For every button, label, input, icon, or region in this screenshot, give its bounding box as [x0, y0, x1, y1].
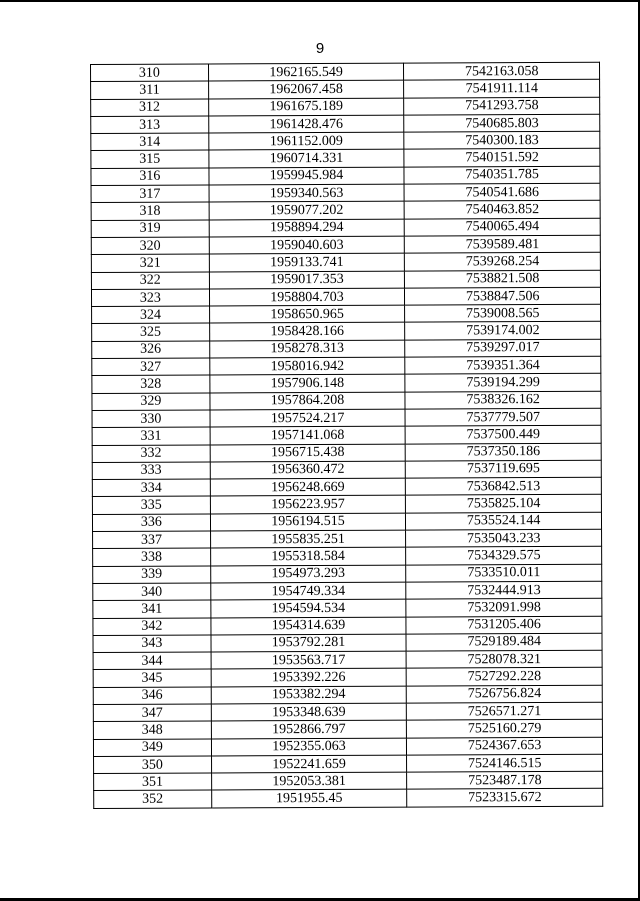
table-row [94, 754, 603, 774]
table-row [91, 114, 600, 134]
y-coordinate-cell: 7533510.011 [406, 564, 602, 582]
y-coordinate-cell: 7540541.686 [404, 183, 600, 201]
table-row [92, 339, 601, 359]
x-coordinate-cell: 1959945.984 [209, 167, 405, 185]
x-coordinate-cell: 1959340.563 [209, 184, 405, 202]
x-coordinate-cell: 1956360.472 [210, 461, 406, 479]
y-coordinate-cell: 7537779.507 [405, 408, 601, 426]
point-number-cell: 314 [91, 133, 209, 151]
table-row [93, 633, 602, 653]
table-row [93, 737, 602, 757]
point-number-cell: 315 [91, 150, 209, 168]
x-coordinate-cell: 1952241.659 [211, 755, 407, 773]
x-coordinate-cell: 1956223.957 [210, 496, 406, 514]
coordinates-table [90, 62, 603, 809]
y-coordinate-cell: 7539194.299 [405, 374, 601, 392]
table-row [92, 512, 601, 532]
point-number-cell: 329 [92, 393, 210, 411]
table-row [94, 771, 603, 791]
x-coordinate-cell: 1953348.639 [211, 703, 407, 721]
y-coordinate-cell: 7537350.186 [406, 443, 602, 461]
table-row [91, 253, 600, 273]
point-number-cell: 316 [91, 168, 209, 186]
x-coordinate-cell: 1953792.281 [211, 634, 407, 652]
table-row [91, 218, 600, 238]
y-coordinate-cell: 7524146.515 [407, 754, 603, 772]
table-row [92, 460, 601, 480]
table-row [91, 166, 600, 186]
y-coordinate-cell: 7539008.565 [405, 304, 601, 322]
table-row [93, 598, 602, 618]
table-row [94, 789, 603, 809]
table-row [91, 287, 600, 307]
y-coordinate-cell: 7539589.481 [405, 235, 601, 253]
table-row [92, 477, 601, 497]
y-coordinate-cell: 7540151.592 [404, 149, 600, 167]
y-coordinate-cell: 7529189.484 [406, 633, 602, 651]
x-coordinate-cell: 1959133.741 [209, 253, 405, 271]
y-coordinate-cell: 7540463.852 [404, 201, 600, 219]
y-coordinate-cell: 7542163.058 [404, 62, 600, 80]
point-number-cell: 342 [93, 617, 211, 635]
y-coordinate-cell: 7540351.785 [404, 166, 600, 184]
point-number-cell: 317 [91, 185, 209, 203]
x-coordinate-cell: 1962067.458 [208, 80, 404, 98]
table-row [93, 650, 602, 670]
x-coordinate-cell: 1954594.534 [211, 599, 407, 617]
point-number-cell: 311 [91, 81, 209, 99]
y-coordinate-cell: 7532444.913 [406, 581, 602, 599]
point-number-cell: 346 [93, 687, 211, 705]
y-coordinate-cell: 7526571.271 [407, 702, 603, 720]
table-row [91, 131, 600, 151]
x-coordinate-cell: 1954973.293 [210, 565, 406, 583]
x-coordinate-cell: 1957524.217 [210, 409, 406, 427]
point-number-cell: 331 [92, 427, 210, 445]
x-coordinate-cell: 1960714.331 [209, 150, 405, 168]
y-coordinate-cell: 7528078.321 [406, 650, 602, 668]
point-number-cell: 322 [91, 272, 209, 290]
point-number-cell: 313 [91, 116, 209, 134]
point-number-cell: 334 [92, 479, 210, 497]
x-coordinate-cell: 1961675.189 [208, 98, 404, 116]
point-number-cell: 338 [93, 548, 211, 566]
x-coordinate-cell: 1958428.166 [209, 323, 405, 341]
table-row [93, 547, 602, 567]
x-coordinate-cell: 1957906.148 [210, 374, 406, 392]
point-number-cell: 332 [92, 445, 210, 463]
x-coordinate-cell: 1956194.515 [210, 513, 406, 531]
x-coordinate-cell: 1953563.717 [211, 651, 407, 669]
point-number-cell: 337 [93, 531, 211, 549]
x-coordinate-cell: 1959017.353 [209, 271, 405, 289]
page-number: 9 [315, 40, 325, 57]
y-coordinate-cell: 7526756.824 [407, 685, 603, 703]
point-number-cell: 324 [92, 306, 210, 324]
y-coordinate-cell: 7524367.653 [407, 737, 603, 755]
y-coordinate-cell: 7523315.672 [407, 789, 603, 807]
y-coordinate-cell: 7538847.506 [405, 287, 601, 305]
point-number-cell: 319 [91, 220, 209, 238]
table-row [93, 616, 602, 636]
x-coordinate-cell: 1958804.703 [209, 288, 405, 306]
point-number-cell: 344 [93, 652, 211, 670]
x-coordinate-cell: 1953382.294 [211, 686, 407, 704]
point-number-cell: 310 [91, 64, 209, 82]
point-number-cell: 352 [94, 790, 212, 808]
x-coordinate-cell: 1956248.669 [210, 478, 406, 496]
x-coordinate-cell: 1958278.313 [209, 340, 405, 358]
table-row [92, 495, 601, 515]
y-coordinate-cell: 7538326.162 [405, 391, 601, 409]
point-number-cell: 350 [94, 756, 212, 774]
x-coordinate-cell: 1962165.549 [208, 63, 404, 81]
y-coordinate-cell: 7539297.017 [405, 339, 601, 357]
x-coordinate-cell: 1955835.251 [210, 530, 406, 548]
y-coordinate-cell: 7539174.002 [405, 322, 601, 340]
point-number-cell: 349 [93, 739, 211, 757]
table-row [92, 408, 601, 428]
table-row [92, 356, 601, 376]
table-row [92, 443, 601, 463]
y-coordinate-cell: 7538821.508 [405, 270, 601, 288]
x-coordinate-cell: 1958894.294 [209, 219, 405, 237]
y-coordinate-cell: 7540065.494 [405, 218, 601, 236]
y-coordinate-cell: 7540685.803 [404, 114, 600, 132]
y-coordinate-cell: 7539268.254 [405, 253, 601, 271]
x-coordinate-cell: 1952053.381 [211, 772, 407, 790]
y-coordinate-cell: 7541911.114 [404, 80, 600, 98]
x-coordinate-cell: 1956715.438 [210, 444, 406, 462]
y-coordinate-cell: 7537500.449 [405, 426, 601, 444]
table-row [93, 529, 602, 549]
point-number-cell: 320 [91, 237, 209, 255]
point-number-cell: 327 [92, 358, 210, 376]
y-coordinate-cell: 7523487.178 [407, 771, 603, 789]
point-number-cell: 318 [91, 202, 209, 220]
x-coordinate-cell: 1961428.476 [208, 115, 404, 133]
x-coordinate-cell: 1951955.45 [211, 790, 407, 808]
point-number-cell: 333 [92, 462, 210, 480]
table-row [91, 235, 600, 255]
table-row [91, 270, 600, 290]
x-coordinate-cell: 1954314.639 [211, 617, 407, 635]
coordinates-table-body [91, 62, 603, 808]
y-coordinate-cell: 7527292.228 [406, 668, 602, 686]
y-coordinate-cell: 7531205.406 [406, 616, 602, 634]
x-coordinate-cell: 1957141.068 [210, 426, 406, 444]
y-coordinate-cell: 7535043.233 [406, 529, 602, 547]
point-number-cell: 321 [91, 254, 209, 272]
table-row [93, 702, 602, 722]
y-coordinate-cell: 7537119.695 [406, 460, 602, 478]
x-coordinate-cell: 1957864.208 [210, 392, 406, 410]
x-coordinate-cell: 1958650.965 [209, 305, 405, 323]
point-number-cell: 336 [92, 514, 210, 532]
point-number-cell: 325 [92, 323, 210, 341]
table-row [92, 304, 601, 324]
point-number-cell: 328 [92, 375, 210, 393]
table-row [91, 149, 600, 169]
point-number-cell: 343 [93, 635, 211, 653]
y-coordinate-cell: 7525160.279 [407, 720, 603, 738]
x-coordinate-cell: 1959040.603 [209, 236, 405, 254]
y-coordinate-cell: 7534329.575 [406, 547, 602, 565]
table-row [93, 581, 602, 601]
table-row [91, 183, 600, 203]
point-number-cell: 341 [93, 600, 211, 618]
table-row [91, 201, 600, 221]
y-coordinate-cell: 7540300.183 [404, 131, 600, 149]
table-row [91, 97, 600, 117]
point-number-cell: 351 [94, 773, 212, 791]
page-border-top [0, 0, 640, 2]
y-coordinate-cell: 7535825.104 [406, 495, 602, 513]
table-row [91, 80, 600, 100]
y-coordinate-cell: 7535524.144 [406, 512, 602, 530]
table-row [93, 564, 602, 584]
point-number-cell: 340 [93, 583, 211, 601]
table-row [92, 374, 601, 394]
x-coordinate-cell: 1953392.226 [211, 669, 407, 687]
x-coordinate-cell: 1961152.009 [209, 132, 405, 150]
y-coordinate-cell: 7532091.998 [406, 598, 602, 616]
table-row [93, 720, 602, 740]
point-number-cell: 348 [93, 721, 211, 739]
table-row [92, 426, 601, 446]
x-coordinate-cell: 1955318.584 [210, 547, 406, 565]
y-coordinate-cell: 7539351.364 [405, 356, 601, 374]
x-coordinate-cell: 1959077.202 [209, 202, 405, 220]
table-row [92, 391, 601, 411]
x-coordinate-cell: 1958016.942 [209, 357, 405, 375]
table-row [93, 685, 602, 705]
x-coordinate-cell: 1952355.063 [211, 738, 407, 756]
point-number-cell: 312 [91, 99, 209, 117]
point-number-cell: 345 [93, 669, 211, 687]
point-number-cell: 323 [91, 289, 209, 307]
point-number-cell: 326 [92, 341, 210, 359]
table-row [93, 668, 602, 688]
x-coordinate-cell: 1954749.334 [210, 582, 406, 600]
point-number-cell: 330 [92, 410, 210, 428]
point-number-cell: 347 [93, 704, 211, 722]
y-coordinate-cell: 7536842.513 [406, 477, 602, 495]
y-coordinate-cell: 7541293.758 [404, 97, 600, 115]
table-row [91, 62, 600, 82]
table-row [92, 322, 601, 342]
x-coordinate-cell: 1952866.797 [211, 720, 407, 738]
point-number-cell: 339 [93, 566, 211, 584]
point-number-cell: 335 [92, 496, 210, 514]
